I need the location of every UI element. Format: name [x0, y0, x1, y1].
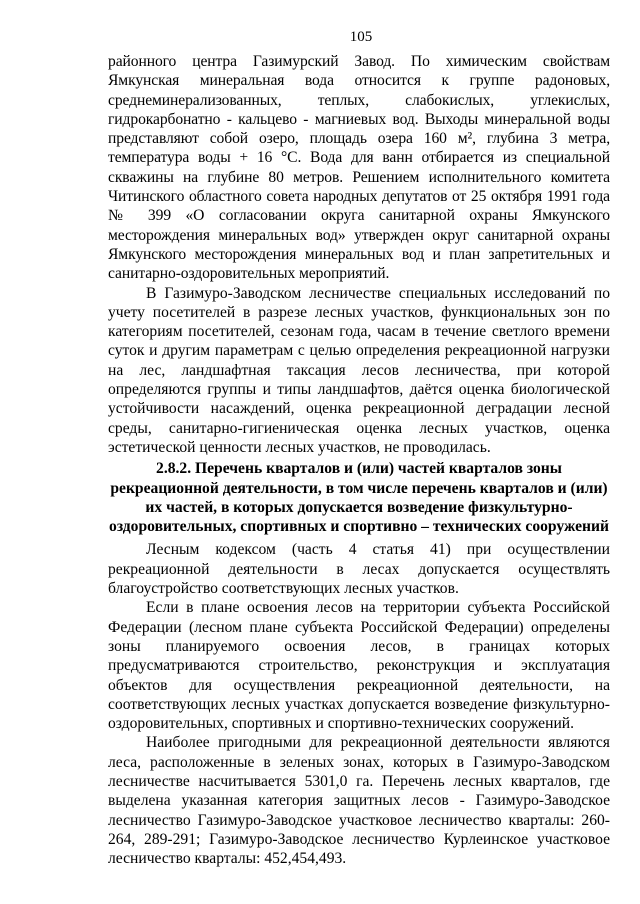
paragraph-mineral-water: районного центра Газимурский Завод. По химическим свойствам Ямкунская минеральная вода относится к группе радоновых, среднеминерализованных, теплых, слабокислых, углекислых, гидрокарбонатно - кальцево - магниевых вод. Выходы минеральной воды представляют собой озеро, площадь озера 160 м², глубина 3 метра, температура воды + 16 °С. Вода для ванн отбирается из специальной скважины на глубине 80 метров. Решением исполнительного комитета Читинского областного совета народных депутатов от 25 октября 1991 года № 399 «О согласовании округа санитарной охраны Ямкунского месторождения минеральных вод» утвержден округ санитарной охраны Ямкунского месторождения минеральных вод и план запретительных и санитарно-оздоровительных мероприятий. — [108, 53, 610, 283]
paragraph-forest-code: Лесным кодексом (часть 4 статья 41) при осуществлении рекреационной деятельности в лесах допускается осуществлять благоустройство соответствующих лесных участков. — [108, 541, 610, 598]
paragraph-forest-plan: Если в плане освоения лесов на территории субъекта Российской Федерации (лесном плане субъекта Российской Федерации) определены зоны планируемого освоения лесов, в границах которых предусматриваются строительство, реконструкция и эксплуатация объектов для осуществления рекреационной деятельности, на соответствующих лесных участках допускается возведение физкультурно-оздоровительных, спортивных и спортивно-технических сооружений. — [108, 599, 610, 733]
section-heading: 2.8.2. Перечень кварталов и (или) частей кварталов зоны рекреационной деятельности, в том числе перечень кварталов и (или) их частей, в которых допускается возведение физкультурно-оздоровительных, спортивных и спортивно – технических сооружений — [109, 460, 609, 536]
paragraph-research: В Газимуро-Заводском лесничестве специальных исследований по учету посетителей в разрезе лесных участков, функциональных зон по категориям посетителей, сезонам года, часам в течение светлого времени суток и другим параметрам с целью определения рекреационной нагрузки на лес, ландшафтная таксация лесов лесничества, при которой определяются группы и типы ландшафтов, даётся оценка биологической устойчивости насаждений, оценка рекреационной деградации лесной среды, санитарно-гигиеническая оценка лесных участков, оценка эстетической ценности лесных участков, не проводилась. — [108, 284, 610, 456]
document-page — [108, 28, 610, 868]
paragraph-green-zones: Наиболее пригодными для рекреационной деятельности являются леса, расположенные в зеленых зонах, которых в Газимуро-Заводском лесничестве насчитывается 5301,0 га. Перечень лесных кварталов, где выделена указанная категория защитных лесов - Газимуро-Заводское лесничество Газимуро-Заводское участковое лесничество кварталы: 260-264, 289-291; Газимуро-Заводское лесничество Курлеинское участковое лесничество кварталы: 452,454,493. — [108, 734, 610, 868]
page-number: 105 — [349, 29, 373, 45]
